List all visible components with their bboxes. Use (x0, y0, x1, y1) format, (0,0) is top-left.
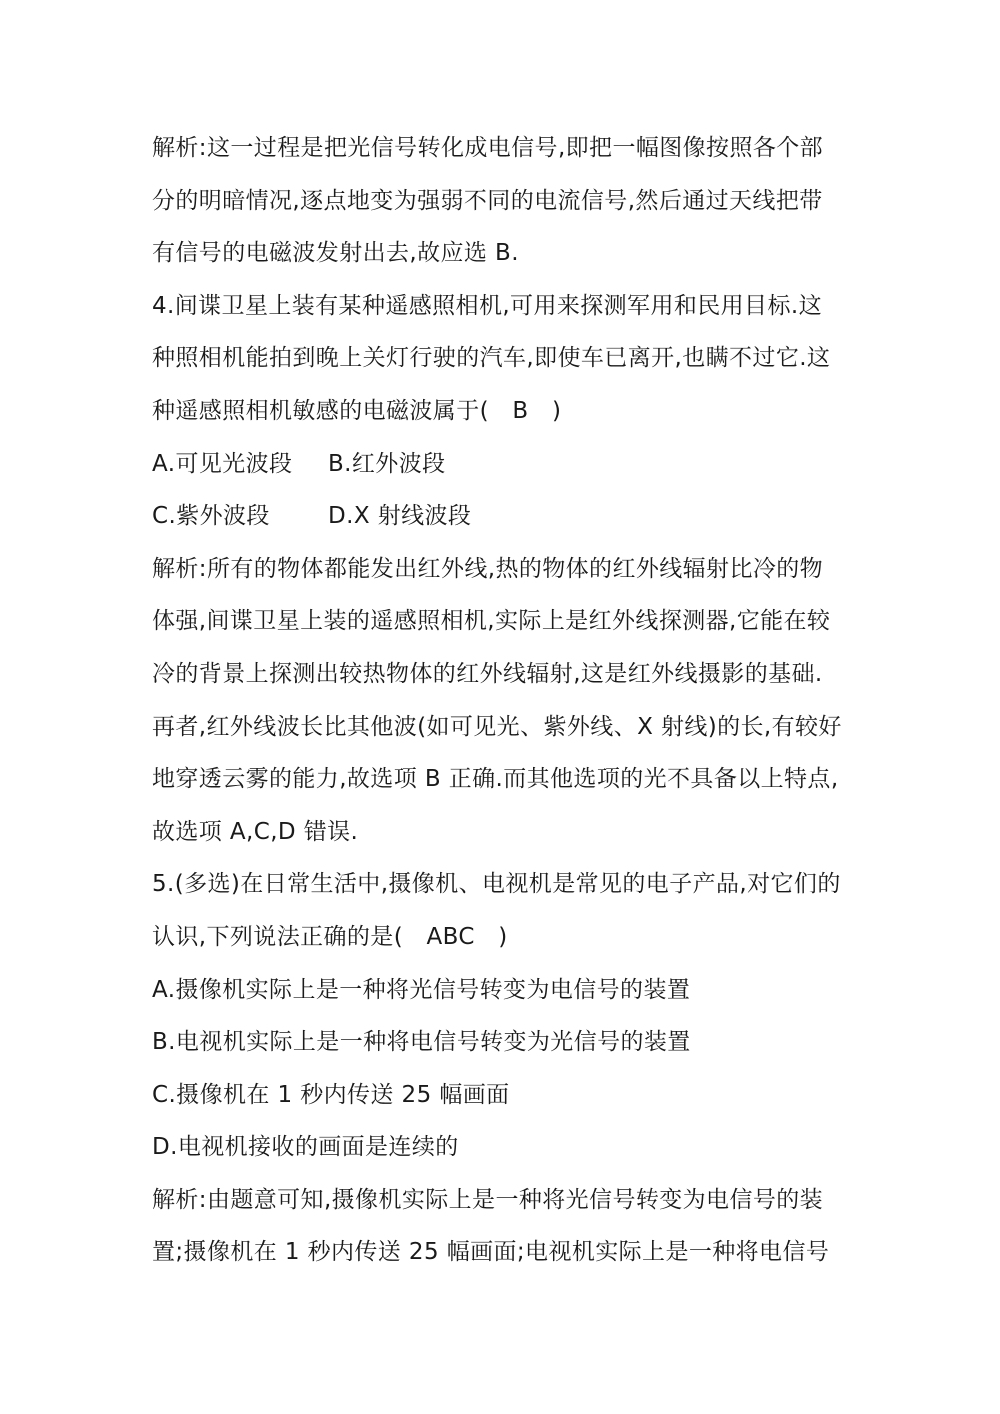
text-line: 解析:由题意可知,摄像机实际上是一种将光信号转变为电信号的装 (152, 1186, 824, 1213)
text-line: 再者,红外线波长比其他波(如可见光、紫外线、X 射线)的长,有较好 (152, 713, 842, 740)
option-b: B.红外波段 (328, 450, 446, 477)
text-line: 解析:这一过程是把光信号转化成电信号,即把一幅图像按照各个部 (152, 135, 824, 161)
option-a: A.可见光波段 (152, 450, 293, 477)
question-stem-line: 种遥感照相机敏感的电磁波属于( B ) (152, 397, 562, 424)
option-a: A.摄像机实际上是一种将光信号转变为电信号的装置 (152, 976, 691, 1003)
text-line: 置;摄像机在 1 秒内传送 25 幅画面;电视机实际上是一种将电信号 (152, 1239, 830, 1266)
option-b: B.电视机实际上是一种将电信号转变为光信号的装置 (152, 1029, 691, 1056)
text-line: 有信号的电磁波发射出去,故应选 B. (152, 240, 519, 267)
analysis-q5 (152, 1174, 852, 1279)
option-c: C.摄像机在 1 秒内传送 25 幅画面 (152, 1081, 510, 1108)
text-line: 体强,间谍卫星上装的遥感照相机,实际上是红外线探测器,它能在较 (152, 608, 831, 635)
analysis-q3 (152, 122, 852, 280)
text-line: 地穿透云雾的能力,故选项 B 正确.而其他选项的光不具备以上特点, (152, 766, 839, 793)
option-d: D.电视机接收的画面是连续的 (152, 1134, 459, 1161)
question-4 (152, 280, 852, 543)
question-stem-line: 认识,下列说法正确的是( ABC ) (152, 923, 508, 950)
text-line: 冷的背景上探测出较热物体的红外线辐射,这是红外线摄影的基础. (152, 660, 823, 687)
question-stem-line: 5.(多选)在日常生活中,摄像机、电视机是常见的电子产品,对它们的 (152, 871, 841, 898)
document-page (152, 122, 852, 1279)
text-line: 故选项 A,C,D 错误. (152, 818, 359, 845)
option-c: C.紫外波段 (152, 503, 270, 530)
question-stem-line: 种照相机能拍到晚上关灯行驶的汽车,即使车已离开,也瞒不过它.这 (152, 345, 831, 372)
question-5 (152, 858, 852, 1174)
option-row (152, 438, 852, 491)
analysis-q4 (152, 543, 852, 859)
text-line: 分的明暗情况,逐点地变为强弱不同的电流信号,然后通过天线把带 (152, 187, 823, 214)
question-stem-line: 4.间谍卫星上装有某种遥感照相机,可用来探测军用和民用目标.这 (152, 292, 822, 319)
option-row (152, 490, 852, 543)
option-d: D.X 射线波段 (328, 503, 472, 530)
text-line: 解析:所有的物体都能发出红外线,热的物体的红外线辐射比冷的物 (152, 555, 824, 582)
